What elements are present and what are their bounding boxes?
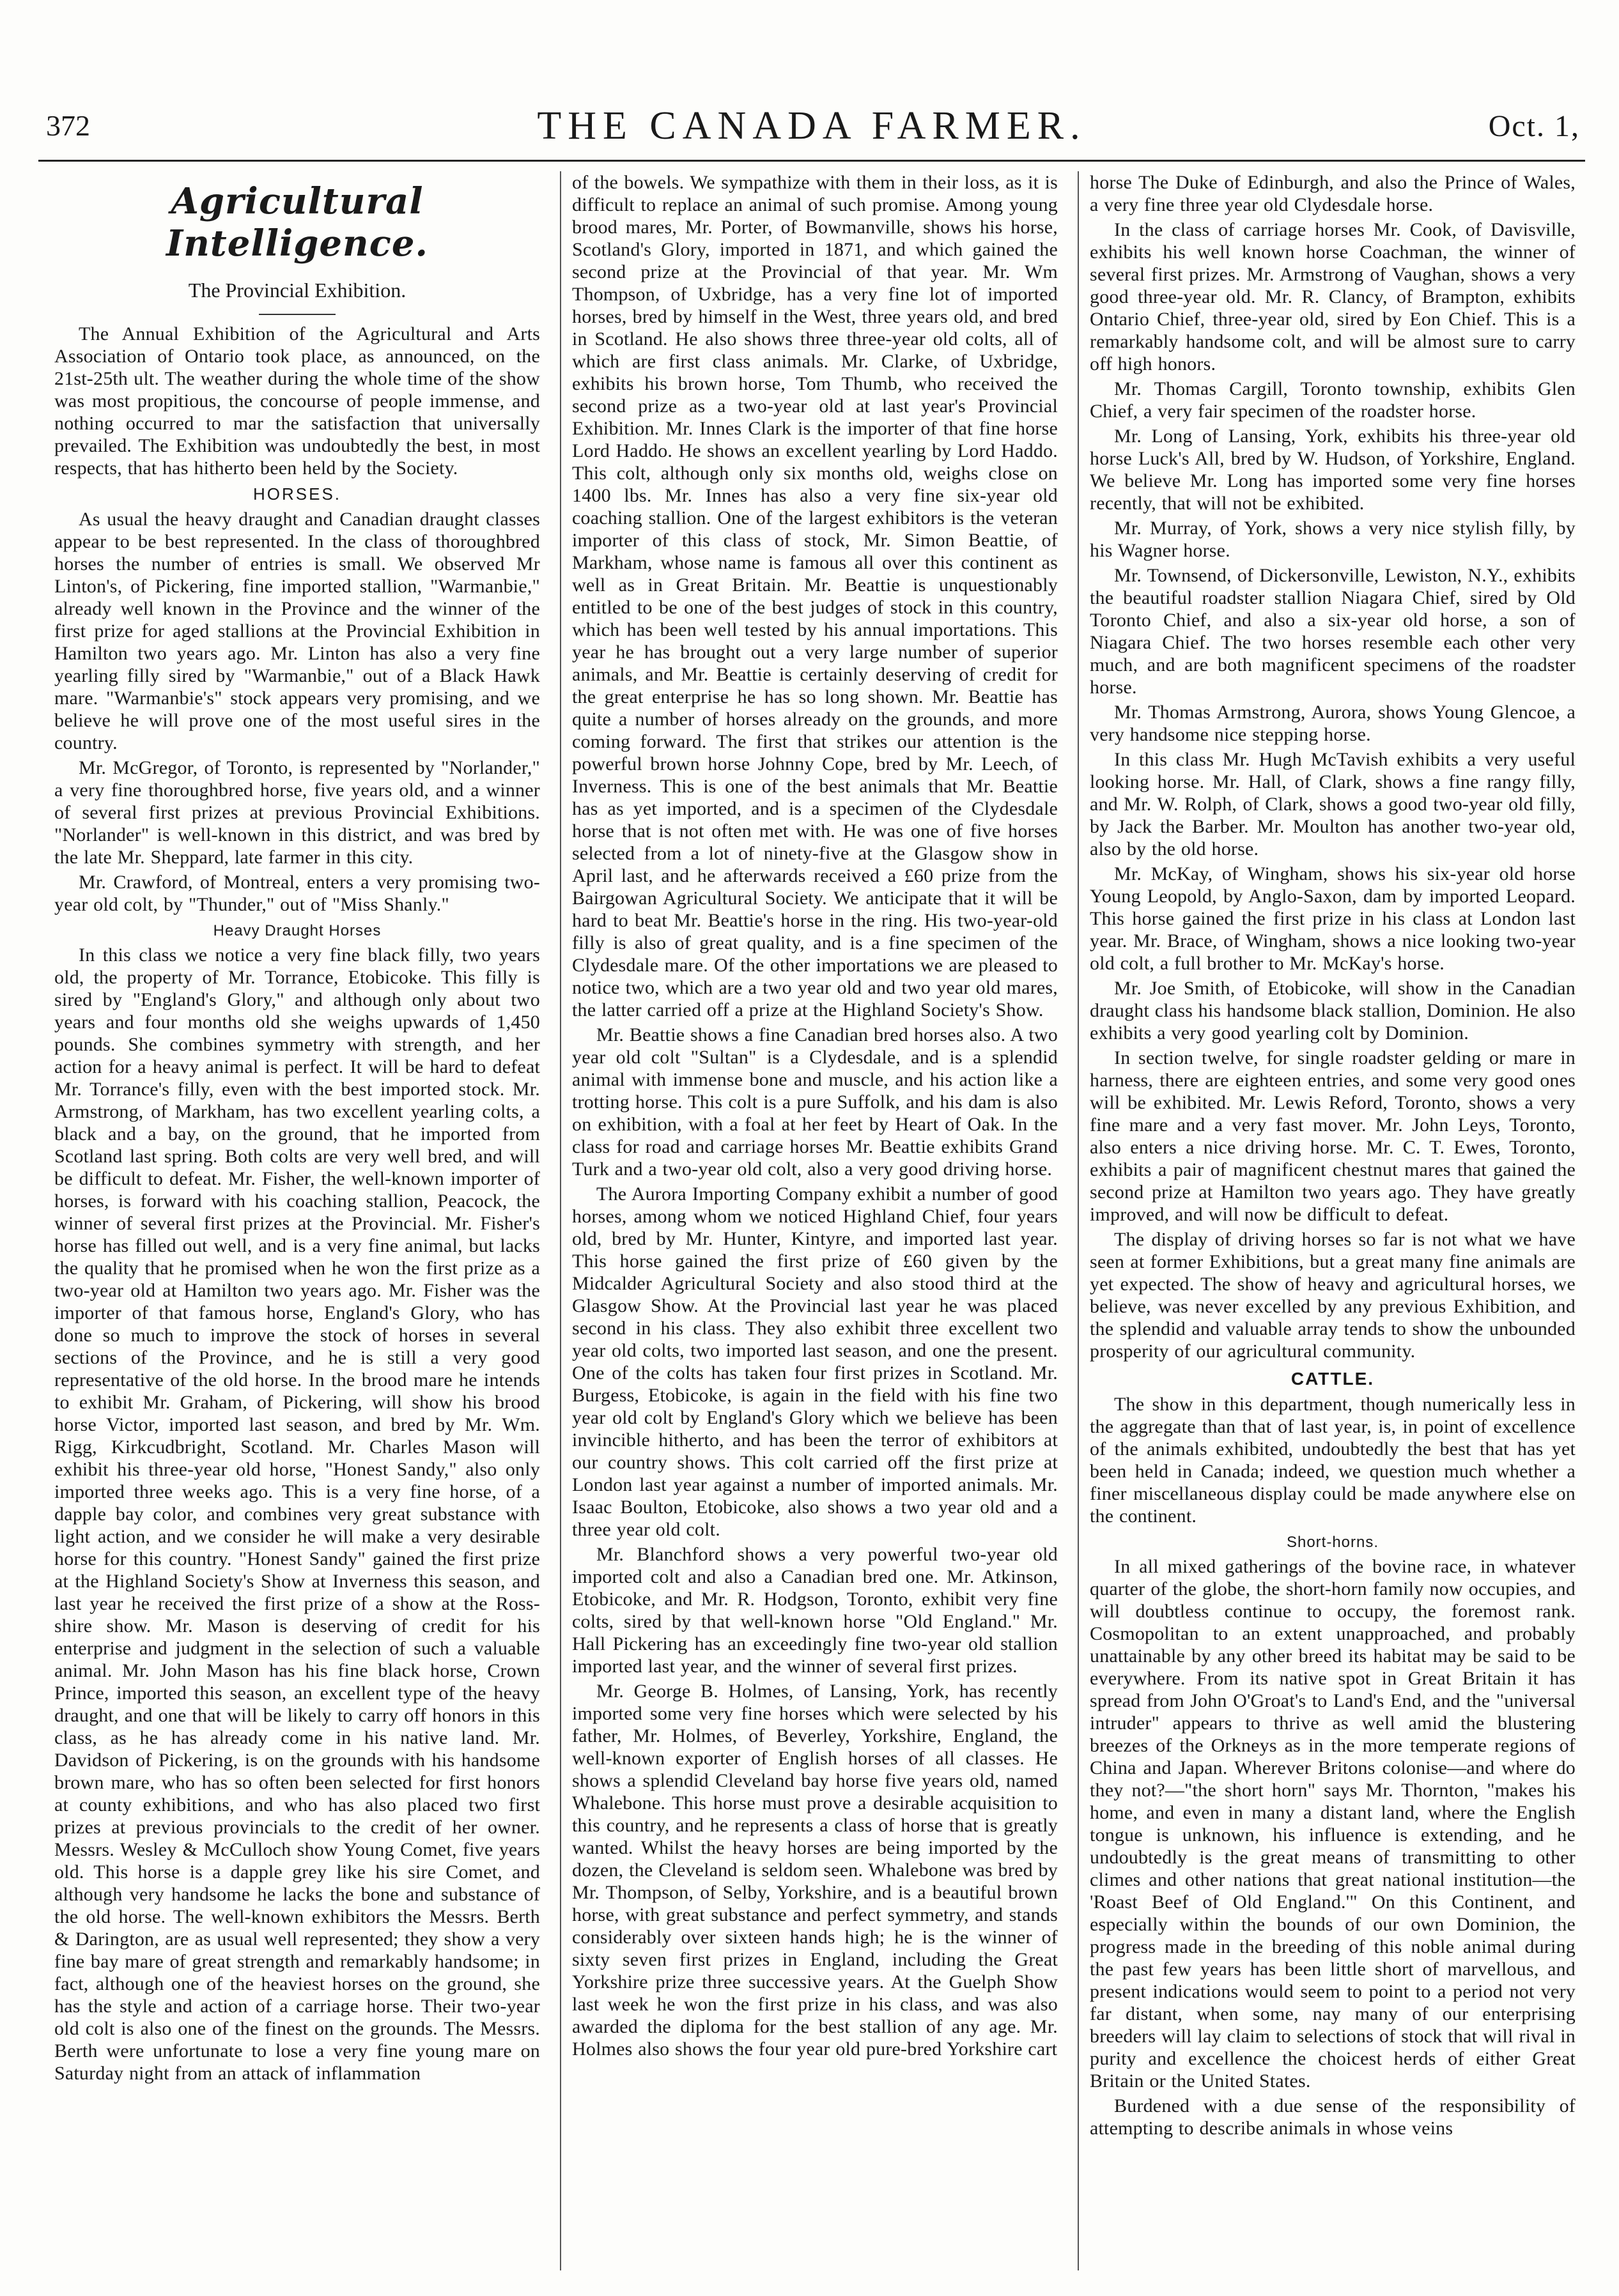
paragraph: Mr. Thomas Cargill, Toronto township, exhibits Glen Chief, a very fair specimen of the roadster horse. [1090, 378, 1576, 422]
paragraph: As usual the heavy draught and Canadian draught classes appear to be best represented. In the class of thoroughbred horses the number of entries is small. We observed Mr Linton's, of Pickering, fine imported stallion, "Warmanbie," already well known in the Province and the winner of the first prize for aged stallions at the Provincial Exhibition in Hamilton two years ago. Mr. Linton has also a very fine yearling filly sired by "Warmanbie," out of a Black Hawk mare. "Warmanbie's" stock appears very promising, and we believe he will prove one of the most useful sires in the country. [54, 509, 540, 753]
paragraph: Mr. Joe Smith, of Etobicoke, will show in the Canadian draught class his handsome black stallion, Dominion. He also exhibits a very good yearling colt by Dominion. [1090, 978, 1576, 1044]
paragraph: Mr. Beattie shows a fine Canadian bred horses also. A two year old colt "Sultan" is a Clydesdale, and is a splendid animal with immense bone and muscle, and his action like a trotting horse. This colt is a pure Suffolk, and his dam is also on exhibition, with a foal at her feet by Heart of Oak. In the class for road and carriage horses Mr. Beattie exhibits Grand Turk and a two-year old colt, also a very good driving horse. [572, 1024, 1058, 1180]
paragraph: The show in this department, though numerically less in the aggregate than that of last year, is, in point of excellence of the animals exhibited, undoubtedly the best that has yet been held in Canada; indeed, we question much whether a finer miscellaneous display could be made anywhere else on the continent. [1090, 1394, 1576, 1527]
newspaper-title: THE CANADA FARMER. [537, 104, 1087, 148]
paragraph: horse The Duke of Edinburgh, and also the Prince of Wales, a very fine three year old Clydesdale horse. [1090, 172, 1576, 215]
paragraph: Mr. McGregor, of Toronto, is represented by "Norlander," a very fine thoroughbred horse, five years old, and a winner of several first prizes at previous Provincial Exhibitions. "Norlander" is well-known in this district, and was bred by the late Mr. Sheppard, late farmer in this city. [54, 757, 540, 868]
section-heading-short-horns: Short-horns. [1286, 1534, 1379, 1551]
paragraph: In this class Mr. Hugh McTavish exhibits a very useful looking horse. Mr. Hall, of Clark, shows a fine rangy filly, and Mr. W. Rolph, of Clark, shows a good two-year old filly, by Jack the Barber. Mr. Moulton has another two-year old, also by the old horse. [1090, 749, 1576, 859]
paragraph: of the bowels. We sympathize with them in their loss, as it is difficult to replace an animal of such promise. Among young brood mares, Mr. Porter, of Bowmanville, shows his horse, Scotland's Glory, imported in 1871, and which gained the second prize at the Provincial of that year. Mr. Wm Thompson, of Uxbridge, has a very fine lot of imported horses, bred by himself in the West, three years old, and bred in Scotland. He also shows three three-year old colts, all of which are first class animals. Mr. Clarke, of Uxbridge, exhibits his brown horse, Tom Thumb, who received the second prize as a two-year old at last year's Provincial Exhibition. Mr. Innes Clark is the importer of that fine horse Lord Haddo. He shows an excellent yearling by Lord Haddo. This colt, although only six months old, weighs close on 1400 lbs. Mr. Innes has also a very fine six-year old coaching stallion. One of the largest exhibitors is the veteran importer of this class of stock, Mr. Simon Beattie, of Markham, whose name is famous all over this continent as well as in Great Britain. Mr. Beattie is unquestionably entitled to be one of the best judges of stock in this country, which has been well tested by his annual importations. This year he has brought out a very large number of superior animals, and Mr. Beattie is certainly deserving of credit for the great enterprise he has so long shown. Mr. Beattie has quite a number of horses already on the grounds, and more coming forward. The first that strikes our attention is the powerful brown horse Johnny Cope, bred by Mr. Leech, of Inverness. This is one of the best animals that Mr. Beattie has as yet imported, and is a specimen of the Clydesdale horse that is not often met with. He was one of five horses selected from a lot of ninety-five at the Glasgow show in April last, and he afterwards received a £60 prize from the Bairgowan Agricultural Society. We anticipate that it will be hard to beat Mr. Beattie's horse in the ring. His two-year-old filly is also of great quality, and is a fine specimen of the Clydesdale mare. Of the other importations we are pleased to notice two, which are a two year old and two year old mares, the latter carried off a prize at the Highland Society's Show. [572, 172, 1058, 1021]
department-title: Agricultural Intelligence. [166, 180, 428, 265]
paragraph: Mr. George B. Holmes, of Lansing, York, has recently imported some very fine horses which were selected by his father, Mr. Holmes, of Beverley, Yorkshire, England, the well-known exporter of English horses of all classes. He shows a splendid Cleveland bay horse five years old, named Whalebone. This horse must prove a desirable acquisition to this country, and he represents a class of horse that is greatly wanted. Whilst the heavy horses are being imported by the dozen, the Cleveland is seldom seen. Whalebone was bred by Mr. Thompson, of Selby, Yorkshire, and is a beautiful brown horse, with great substance and perfect symmetry, and stands considerably over sixteen hands high; he is the winner of sixty seven first prizes in England, including the Great Yorkshire prize three successive years. At the Guelph Show last week he won the first prize in his class, and was also awarded the diploma for the best stallion of any age. Mr. Holmes also shows the four year old pure-bred Yorkshire cart [572, 1681, 1058, 2060]
paragraph: In all mixed gatherings of the bovine race, in whatever quarter of the globe, the short-horn family now occupies, and will doubtless continue to occupy, the foremost rank. Cosmopolitan to an extent unapproached, and probably unattainable by any other breed its habitat may be said to be everywhere. From its native spot in Great Britain it has spread from John O'Groat's to Land's End, and the "universal intruder" appears to thrive as well amid the blustering breezes of the Orkneys as in the more temperate regions of China and Japan. Wherever Britons colonise—and where do they not?—"the short horn" says Mr. Thornton, "makes his home, and even in many a distant land, where the English tongue is unknown, his influence is extending, and he undoubtedly is the great means of transmitting to other climes and other nations that great national institution—the 'Roast Beef of Old England.'" On this Continent, and especially within the bounds of our own Dominion, the progress made in the breeding of this noble animal during the past few years has been little short of marvellous, and present indications would seem to point to a period not very far distant, when some, nay many of our enterprising breeders will lay claim to selections of stock that will rival in purity and excellence the choicest herds of either Great Britain or the United States. [1090, 1556, 1576, 2092]
paragraph: Mr. Long of Lansing, York, exhibits his three-year old horse Luck's All, bred by W. Hudson, of Yorkshire, England. We believe Mr. Long has imported some very fine horses recently, that will not be exhibited. [1090, 426, 1576, 514]
column-1 [54, 171, 540, 2274]
paragraph: Mr. Murray, of York, shows a very nice stylish filly, by his Wagner horse. [1090, 518, 1576, 561]
section-heading-heavy-draught: Heavy Draught Horses [213, 922, 382, 939]
header-rule [38, 160, 1585, 162]
paragraph: The display of driving horses so far is not what we have seen at former Exhibitions, but a great many fine animals are yet expected. The show of heavy and agricultural horses, we believe, was never excelled by any previous Exhibition, and the splendid and valuable array tends to show the unbounded prosperity of our agricultural community. [1090, 1229, 1576, 1362]
paragraph: Mr. Blanchford shows a very powerful two-year old imported colt and also a Canadian bred one. Mr. Atkinson, Etobicoke, and Mr. R. Hodgson, Toronto, exhibit very fine colts, sired by that well-known horse "Old England." Mr. Hall Pickering has an exceedingly fine two-year old stallion imported last year, and the winner of several first prizes. [572, 1544, 1058, 1677]
article-title: The Provincial Exhibition. [188, 279, 407, 302]
page-header [38, 102, 1585, 160]
paragraph: Mr. Thomas Armstrong, Aurora, shows Young Glencoe, a very handsome nice stepping horse. [1090, 702, 1576, 745]
paragraph: The Annual Exhibition of the Agricultural and Arts Association of Ontario took place, as announced, on the 21st-25th ult. The weather during the whole time of the show was most propitious, the concourse of people immense, and nothing occurred to mar the satisfaction that universally prevailed. The Exhibition was undoubtedly the best, in most respects, that has hitherto been held by the Society. [54, 323, 540, 479]
paragraph: In the class of carriage horses Mr. Cook, of Davisville, exhibits his well known horse Coachman, the winner of several first prizes. Mr. Armstrong of Vaughan, shows a very good three-year old. Mr. R. Clancy, of Brampton, exhibits Ontario Chief, three-year old, sired by Eon Chief. This is a remarkably handsome colt, and will be almost sure to carry off high honors. [1090, 219, 1576, 374]
paragraph: Burdened with a due sense of the responsibility of attempting to describe animals in whose veins [1090, 2095, 1576, 2139]
paragraph: In section twelve, for single roadster gelding or mare in harness, there are eighteen entries, and some very good ones will be exhibited. Mr. Lewis Reford, Toronto, shows a very fine mare and a very fast mover. Mr. John Leys, Toronto, also enters a nice driving horse. Mr. C. T. Ewes, Toronto, exhibits a pair of magnificent chestnut mares that gained the second prize at Hamilton two years ago. They have greatly improved, and will now be difficult to defeat. [1090, 1047, 1576, 1225]
title-rule [259, 314, 336, 315]
paragraph: The Aurora Importing Company exhibit a number of good horses, among whom we noticed Highland Chief, four years old, bred by Mr. Hunter, Kintyre, and imported last year. This horse gained the first prize of £60 given by the Midcalder Agricultural Society and also stood third at the Glasgow Show. At the Provincial last year he was placed second in his class. They also exhibit three excellent two year old colts, two imported last season, and one the present. One of the colts has taken four first prizes in Scotland. Mr. Burgess, Etobicoke, is again in the field with his fine two year old colt by England's Glory which we believe has been invincible hitherto, and has been the terror of exhibitors at our country shows. This colt carried off the first prize at London last year against a number of imported animals. Mr. Isaac Boulton, Etobicoke, also shows a two year old and a three year old colt. [572, 1183, 1058, 1540]
issue-date: Oct. 1, [1488, 109, 1580, 143]
page-number: 372 [46, 109, 90, 142]
column-2 [572, 171, 1058, 2274]
section-heading-horses: HORSES. [252, 484, 342, 504]
section-heading-cattle: CATTLE. [1290, 1369, 1375, 1389]
column-3 [1090, 171, 1576, 2274]
paragraph: Mr. Crawford, of Montreal, enters a very promising two-year old colt, by "Thunder," out of "Miss Shanly." [54, 872, 540, 915]
paragraph: In this class we notice a very fine black filly, two years old, the property of Mr. Torrance, Etobicoke. This filly is sired by "England's Glory," and although only about two years and four months old she weighs upwards of 1,450 pounds. She combines symmetry with strength, and her action for a heavy animal is perfect. It will be hard to defeat Mr. Torrance's filly, even with the best imported stock. Mr. Armstrong, of Markham, has two excellent yearling colts, a black and a bay, on the ground, that he imported from Scotland last spring. Both colts are very well bred, and will be difficult to defeat. Mr. Fisher, the well-known importer of horses, is forward with his coaching stallion, Peacock, the winner of several first prizes at the Provincial. Mr. Fisher's horse has filled out well, and is a very fine animal, but lacks the quality that he promised when he won the first prize as a two-year old at Hamilton two years ago. Mr. Fisher was the importer of that famous horse, England's Glory, who has done so much to improve the stock of horses in several sections of the Province, and he is still a very good representative of the old horse. In the brood mare he intends to exhibit Mr. Graham, of Pickering, will show his brood horse Victor, imported last season, and bred by Mr. Wm. Rigg, Kirkcudbright, Scotland. Mr. Charles Mason will exhibit his three-year old horse, "Honest Sandy," also only imported three weeks ago. This is a very fine horse, of a dapple bay color, and combines very great substance with light action, and we consider he will make a very desirable horse for this country. "Honest Sandy" gained the first prize at the Highland Society's Show at Inverness this season, and last year he received the first prize of a show at the Ross-shire show. Mr. Mason is deserving of credit for his enterprise and judgment in the selection of such a valuable animal. Mr. John Mason has his fine black horse, Crown Prince, imported this season, an excellent type of the heavy draught, and one that will be likely to carry off honors in this class, as he has already come in his native land. Mr. Davidson of Pickering, is on the grounds with his handsome brown mare, who has so often been selected for first honors at county exhibitions, and who has also placed two first prizes at previous provincials to the credit of her owner. Messrs. Wesley & McCulloch show Young Comet, five years old. This horse is a dapple grey like his sire Comet, and although very handsome he lacks the bone and substance of the old horse. The well-known exhibitors the Messrs. Berth & Darington, are as usual well represented; they show a very fine bay mare of great strength and remarkably handsome; in fact, although one of the heaviest horses on the ground, she has the style and action of a carriage horse. Their two-year old colt is also one of the finest on the grounds. The Messrs. Berth were unfortunate to lose a very fine young mare on Saturday night from an attack of inflammation [54, 944, 540, 2084]
paragraph: Mr. Townsend, of Dickersonville, Lewiston, N.Y., exhibits the beautiful roadster stallion Niagara Chief, sired by Old Toronto Chief, and also a six-year old horse, a son of Niagara Chief. The two horses resemble each other very much, and are both magnificent specimens of the roadster horse. [1090, 565, 1576, 698]
column-divider [560, 171, 561, 2270]
paragraph: Mr. McKay, of Wingham, shows his six-year old horse Young Leopold, by Anglo-Saxon, dam by imported Leopard. This horse gained the first prize in his class at London last year. Mr. Brace, of Wingham, shows a nice looking two-year old colt, a full brother to Mr. McKay's horse. [1090, 863, 1576, 974]
column-divider [1078, 171, 1079, 2270]
